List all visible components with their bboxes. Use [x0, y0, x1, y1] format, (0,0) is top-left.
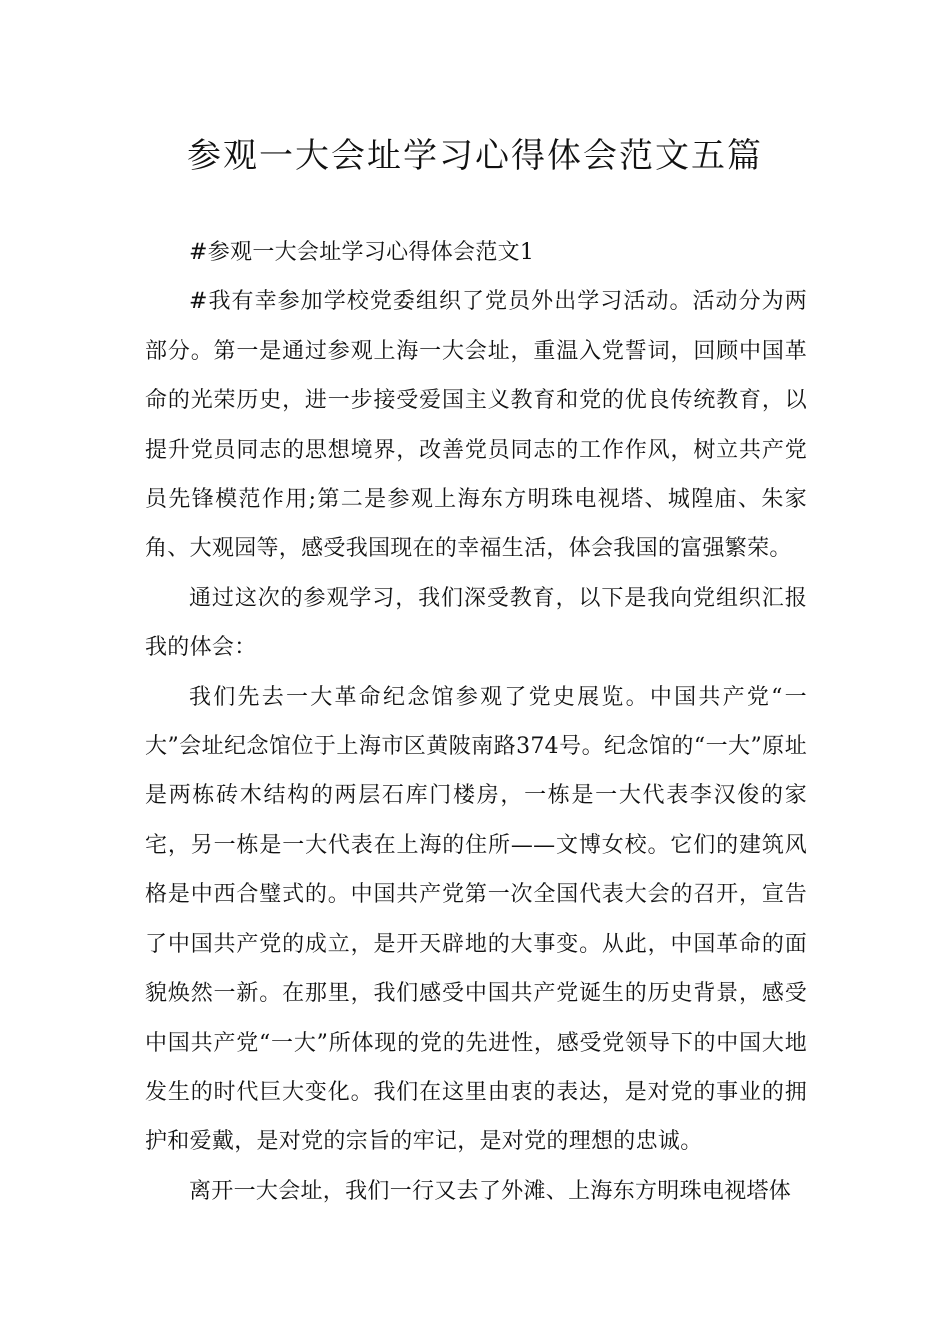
- paragraph: 我们先去一大革命纪念馆参观了党史展览。中国共产党“一大”会址纪念馆位于上海市区黄陂南路374号。纪念馆的“一大”原址是两栋砖木结构的两层石库门楼房，一栋是一大代表李汉俊的家宅，另一栋是一大代表在上海的住所——文博女校。它们的建筑风格是中西合璧式的。中国共产党第一次全国代表大会的召开，宣告了中国共产党的成立，是开天辟地的大事变。从此，中国革命的面貌焕然一新。在那里，我们感受中国共产党诞生的历史背景，感受中国共产党“一大”所体现的党的先进性，感受党领导下的中国大地发生的时代巨大变化。我们在这里由衷的表达，是对党的事业的拥护和爱戴，是对党的宗旨的牢记，是对党的理想的忠诚。: [145, 684, 807, 1155]
- paragraph: #我有幸参加学校党委组织了党员外出学习活动。活动分为两部分。第一是通过参观上海一大会址，重温入党誓词，回顾中国革命的光荣历史，进一步接受爱国主义教育和党的优良传统教育，以提升党员同志的思想境界，改善党员同志的工作作风，树立共产党员先锋模范作用;第二是参观上海东方明珠电视塔、城隍庙、朱家角、大观园等，感受我国现在的幸福生活，体会我国的富强繁荣。: [145, 289, 807, 562]
- document-body: [145, 228, 807, 1216]
- paragraph-heading: #参观一大会址学习心得体会范文1: [189, 240, 535, 265]
- paragraph: 离开一大会址，我们一行又去了外滩、上海东方明珠电视塔体: [189, 1178, 792, 1204]
- page-title: 参观一大会址学习心得体会范文五篇: [187, 136, 763, 176]
- paragraph: 通过这次的参观学习，我们深受教育，以下是我向党组织汇报我的体会：: [145, 585, 807, 661]
